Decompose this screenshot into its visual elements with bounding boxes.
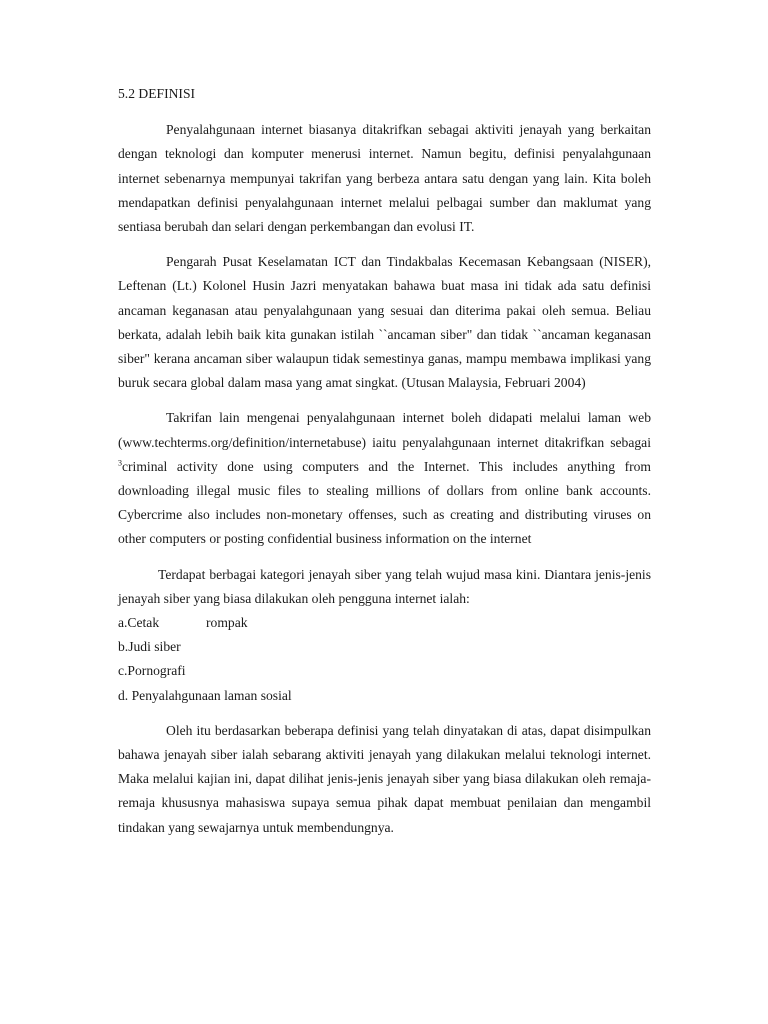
kategori-list bbox=[118, 611, 651, 708]
document-body bbox=[118, 82, 651, 840]
paragraph-conclusion: Oleh itu berdasarkan beberapa definisi yang telah dinyatakan di atas, dapat disimpulkan bahawa jenayah siber ialah sebarang aktiviti jenayah yang dilakukan melalui teknologi internet. Maka melalui kajian ini, dapat dilihat jenis-jenis jenayah siber yang biasa dilakukan oleh remaja- remaja khususnya mahasiswa supaya semua pihak dapat membuat penilaian dan mengambil tindakan yang sewajarnya untuk membendungnya. bbox=[118, 722, 651, 835]
list-item: d. Penyalahgunaan laman sosial bbox=[118, 687, 292, 703]
paragraph-spacer bbox=[118, 239, 651, 250]
list-item: b.Judi siber bbox=[118, 639, 181, 655]
list-item-text: rompak bbox=[206, 615, 248, 631]
techterms-text-after: criminal activity done using computers and the Internet. This includes anything from downloading illegal music files to stealing millions of dollars from online bank accounts. Cybercrime also includes non-monetary offenses, such as creating and distributing viruses on other computers or posting confidential business information on the internet bbox=[118, 458, 651, 547]
list-item-label: a.Cetak bbox=[118, 615, 160, 631]
paragraph-kategori-intro: Terdapat berbagai kategori jenayah siber yang telah wujud masa kini. Diantara jenis-jenis jenayah siber yang biasa dilakukan oleh pengguna internet ialah: bbox=[118, 566, 651, 606]
techterms-text-before: Takrifan lain mengenai penyalahgunaan internet boleh didapati melalui laman web (www.techterms.org/definition/internetabuse) iaitu penyalahgunaan internet ditakrifkan sebagai bbox=[118, 410, 651, 450]
paragraph-spacer bbox=[118, 395, 651, 406]
footnote-marker: 3 bbox=[118, 458, 122, 468]
paragraph-techterms bbox=[118, 406, 651, 551]
list-item bbox=[118, 611, 651, 635]
list-item: c.Pornografi bbox=[118, 663, 186, 679]
paragraph-spacer bbox=[118, 708, 651, 719]
section-heading: 5.2 DEFINISI bbox=[118, 86, 196, 101]
paragraph-spacer bbox=[118, 552, 651, 563]
paragraph-niser-quote: Pengarah Pusat Keselamatan ICT dan Tindakbalas Kecemasan Kebangsaan (NISER), Leftenan (Lt.) Kolonel Husin Jazri menyatakan bahawa buat masa ini tidak ada satu definisi ancaman keganasan atau penyalahgunaan yang sesuai dan diterima pakai oleh semua. Beliau berkata, adalah lebih baik kita gunakan istilah ``ancaman siber" dan tidak ``ancaman keganasan siber" kerana ancaman siber walaupun tidak semestinya ganas, mampu membawa implikasi yang buruk secara global dalam masa yang amat singkat. (Utusan Malaysia, Februari 2004) bbox=[118, 254, 651, 391]
paragraph-definition-intro: Penyalahgunaan internet biasanya ditakrifkan sebagai aktiviti jenayah yang berkaitan dengan teknologi dan komputer menerusi internet. Namun begitu, definisi penyalahgunaan internet sebenarnya mempunyai takrifan yang berbeza antara satu dengan yang lain. Kita boleh mendapatkan definisi penyalahgunaan internet melalui pelbagai sumber dan maklumat yang sentiasa berubah dan selari dengan perkembangan dan evolusi IT. bbox=[118, 122, 651, 235]
